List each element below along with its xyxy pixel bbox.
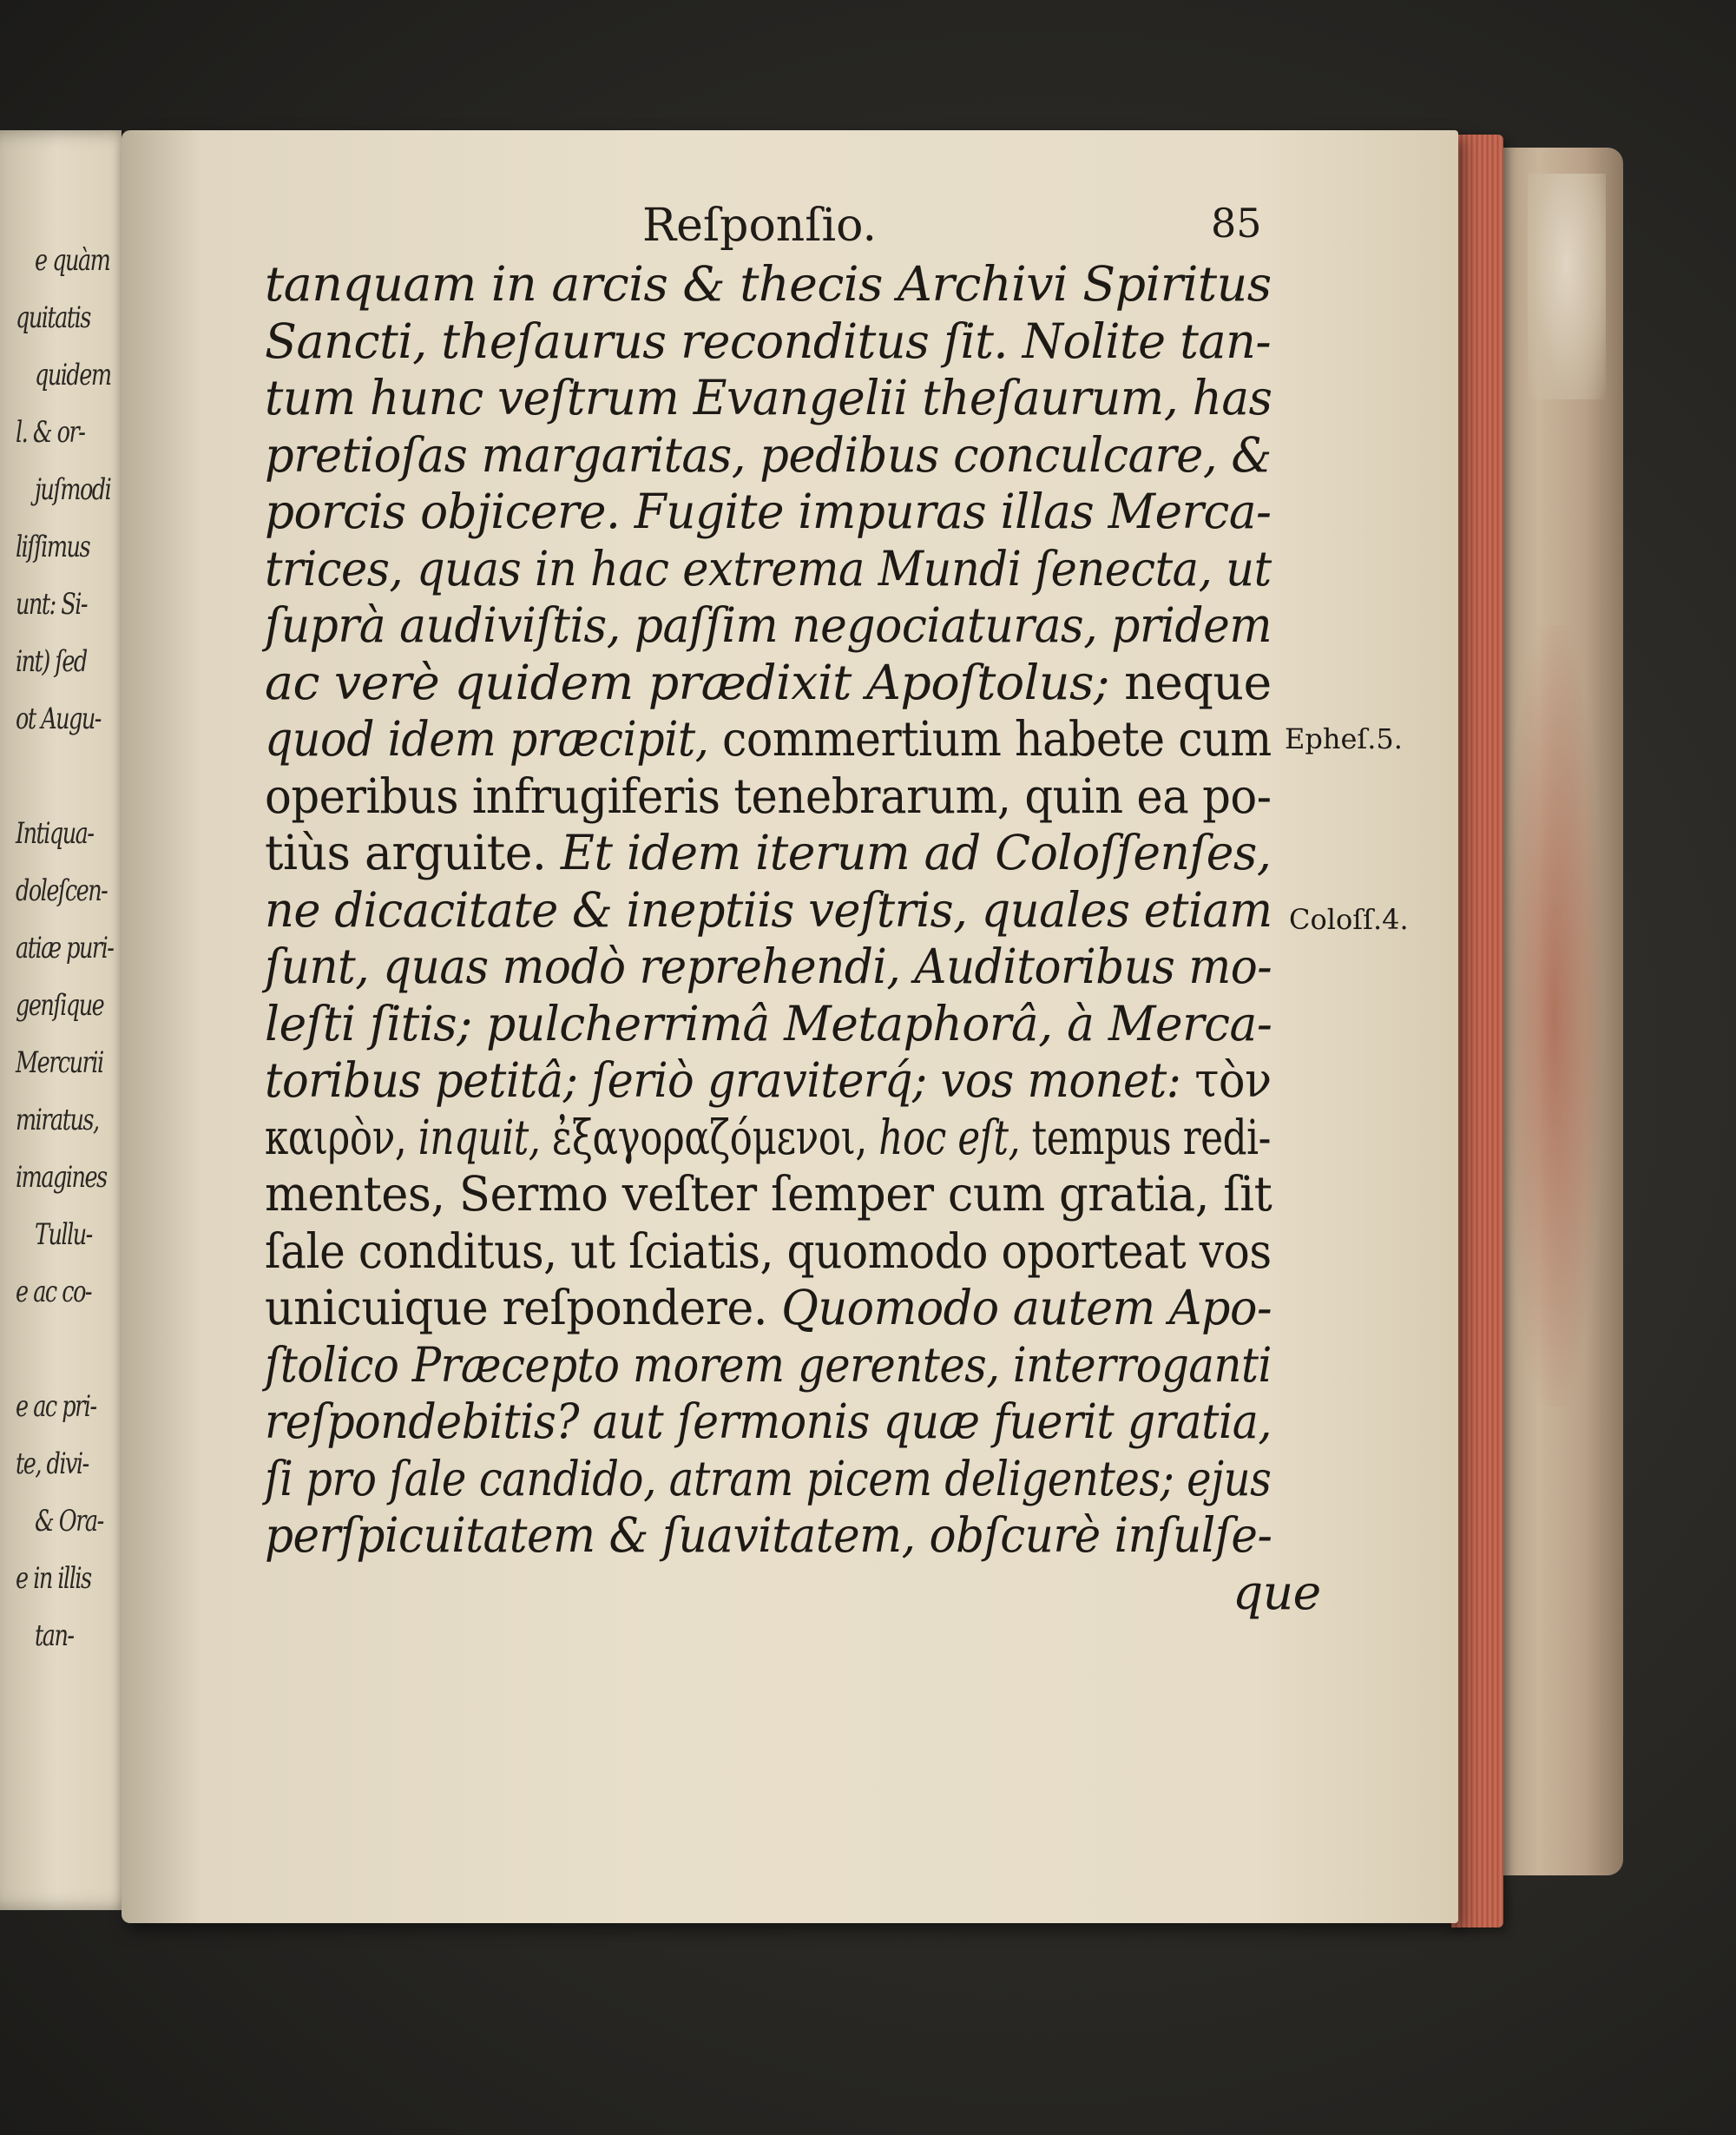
text-segment: ſunt, quas modò reprehendi, Auditoribus mo-	[265, 939, 1272, 994]
text-segment: τὸν	[1194, 1052, 1272, 1108]
text-line	[265, 711, 1272, 767]
left-page-line: juſmodi	[35, 472, 111, 507]
text-segment: ſi pro ſale candido, atram picem deligentes; ejus	[265, 1450, 1272, 1506]
left-page-line: miratus,	[16, 1103, 99, 1137]
text-line	[265, 1280, 1272, 1335]
text-segment: toribus petitâ; ſeriò graviterq́; vos monet:	[265, 1052, 1195, 1108]
text-line	[265, 1507, 1272, 1563]
left-page-line: liſſimus	[16, 530, 90, 564]
left-page-line: genſique	[16, 988, 104, 1023]
cover-stain	[1506, 625, 1601, 1407]
text-segment: neque	[1124, 654, 1272, 710]
text-segment: καιρὸν,	[265, 1109, 418, 1165]
page-fore-edge	[1451, 135, 1503, 1927]
text-segment: reſpondebitis? aut ſermonis quæ fuerit gratia,	[265, 1394, 1272, 1449]
text-segment: tanquam in arcis & thecis Archivi Spiritus	[265, 256, 1272, 312]
text-line	[265, 996, 1272, 1051]
text-segment: hoc eſt,	[878, 1109, 1032, 1165]
left-page-line: & Ora-	[35, 1504, 103, 1539]
text-line	[265, 882, 1272, 938]
left-page-line: int) ſed	[16, 644, 87, 679]
left-page-line: e ac pri-	[16, 1389, 96, 1424]
text-segment: ſtolico Præcepto morem gerentes, interroganti	[265, 1336, 1272, 1393]
left-page-line: te, divi-	[16, 1446, 89, 1481]
text-line	[265, 1052, 1272, 1108]
left-page-line: e quàm	[35, 243, 110, 278]
text-segment: Sancti, theſaurus reconditus ſit. Nolite tan-	[265, 313, 1272, 369]
running-title: Reſponſio.	[642, 200, 878, 252]
text-segment: mentes, Sermo veſter ſemper cum gratia, ſit	[265, 1166, 1272, 1222]
text-line	[265, 655, 1272, 710]
text-line	[265, 597, 1272, 653]
text-segment: ſale conditus, ut ſciatis, quomodo oporteat vos	[265, 1222, 1272, 1279]
text-segment: ac verè quidem prædixit Apoſtolus;	[265, 654, 1125, 710]
left-page-line: tan-	[35, 1618, 74, 1653]
left-page-line: Intiqua-	[16, 816, 94, 851]
text-line	[265, 313, 1271, 369]
left-page-line: e in illis	[16, 1561, 91, 1596]
text-segment: quod idem præcipit,	[265, 711, 723, 767]
text-segment: leſti ſitis; pulcherrimâ Metaphorâ, à Merca-	[265, 995, 1272, 1051]
cover-worn-patch	[1528, 174, 1606, 399]
left-page-line: doleſcen-	[16, 873, 108, 908]
text-line	[265, 1394, 1272, 1449]
text-segment: porcis objicere. Fugite impuras illas Merca-	[265, 484, 1272, 539]
text-segment: pretioſas margaritas, pedibus conculcare, &	[265, 426, 1272, 483]
text-segment: ἐξαγοραζόμενοι,	[551, 1109, 879, 1165]
text-line	[265, 541, 1272, 596]
left-page-line: Tullu-	[35, 1217, 92, 1252]
text-segment: perſpicuitatem & ſuavitatem, obſcurè inſulſe-	[265, 1507, 1272, 1563]
left-page-line: e ac co-	[16, 1275, 92, 1309]
left-page-line: imagines	[16, 1160, 107, 1195]
page-number: 85	[1211, 200, 1262, 247]
text-segment: commertium habete cum	[722, 711, 1272, 767]
marginal-note-colossians: Coloſſ.4.	[1289, 903, 1409, 936]
left-page-line: unt: Si-	[16, 587, 88, 622]
text-line	[265, 1337, 1272, 1393]
text-line	[265, 370, 1272, 425]
left-page-line: quidem	[35, 358, 111, 392]
text-segment: tum hunc veſtrum Evangelii theſaurum, has	[265, 370, 1272, 425]
text-line	[265, 1451, 1271, 1506]
text-segment: trices, quas in hac extrema Mundi ſenecta, ut	[265, 540, 1272, 596]
text-segment: tempus redi-	[1031, 1109, 1272, 1165]
text-segment: tiùs arguite.	[265, 825, 561, 880]
text-line	[265, 768, 1272, 824]
text-line	[265, 427, 1272, 483]
marginal-note-ephesians: Epheſ.5.	[1285, 722, 1403, 755]
text-segment: ſuprà audiviſtis, paſſim negociaturas, pridem	[265, 597, 1272, 653]
text-segment: que	[1233, 1564, 1321, 1620]
left-page-line: ot Augu-	[16, 702, 101, 736]
left-page-line: atiæ puri-	[16, 931, 114, 965]
left-page-line: Mercurii	[16, 1045, 103, 1080]
left-page-line: l. & or-	[16, 415, 85, 450]
text-line	[265, 1110, 1271, 1165]
text-segment: ne dicacitate & ineptiis veſtris, quales etiam	[265, 881, 1272, 938]
text-line	[265, 256, 1272, 312]
text-line	[265, 939, 1272, 994]
left-page-line: quitatis	[16, 300, 90, 335]
text-line	[265, 484, 1272, 539]
text-segment: Et idem iterum ad Coloſſenſes,	[560, 825, 1272, 880]
text-line	[1233, 1565, 1321, 1620]
text-segment: Quomodo autem Apo-	[781, 1280, 1272, 1335]
text-line	[265, 1166, 1272, 1222]
text-segment: inquit,	[418, 1109, 552, 1165]
text-line	[265, 1223, 1272, 1279]
text-segment: unicuique reſpondere.	[265, 1280, 782, 1335]
text-line	[265, 825, 1271, 880]
text-segment: operibus infrugiferis tenebrarum, quin ea po-	[265, 768, 1272, 824]
